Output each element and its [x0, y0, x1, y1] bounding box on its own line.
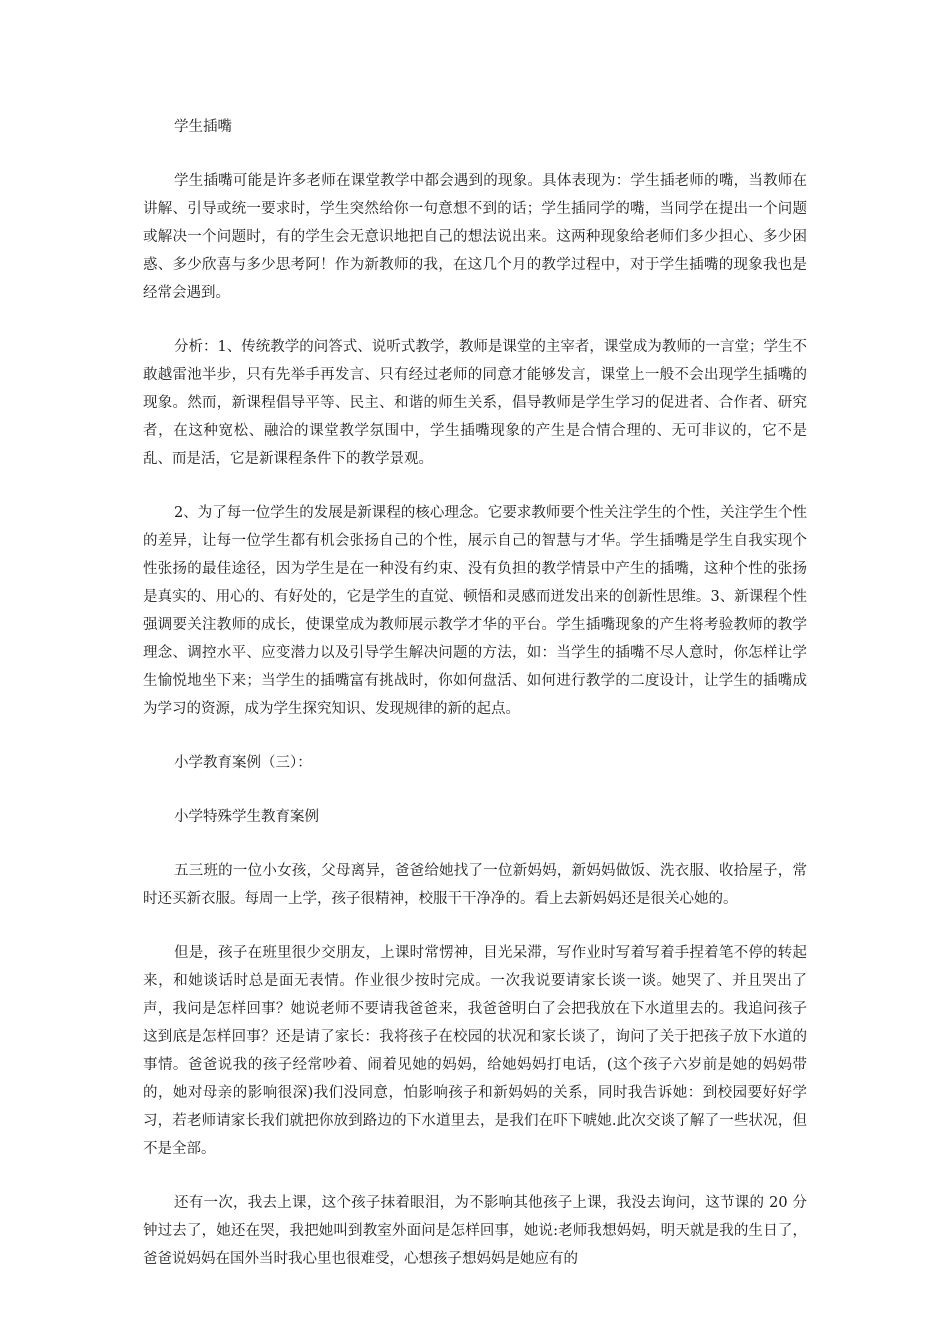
section-heading-case-three: 小学教育案例（三）： — [174, 755, 312, 771]
paragraph-analysis-1: 分析：1、传统教学的问答式、说听式教学，教师是课堂的主宰者，课堂成为教师的一言堂；学生不敢越雷池半步，只有先举手再发言、只有经过老师的同意才能够发言，课堂上一般不会出现学生插嘴的现象。然而，新课程倡导平等、民主、和谐的师生关系，倡导教师是学生学习的促进者、合作者、研究者，在这种宽松、融洽的课堂教学氛围中，学生插嘴现象的产生是合情合理的、无可非议的，它不是乱、而是活，它是新课程条件下的教学景观。 — [143, 339, 807, 467]
paragraph-case-another-time: 还有一次，我去上课，这个孩子抹着眼泪，为不影响其他孩子上课，我没去询问，这节课的 20 分钟过去了，她还在哭，我把她叫到教室外面问是怎样回事，她说:老师我想妈妈，明天就是我的生日了，爸爸说妈妈在国外当时我心里也很难受，心想孩子想妈妈是她应有的 — [143, 1195, 807, 1267]
paragraph-intro: 学生插嘴可能是许多老师在课堂教学中都会遇到的现象。具体表现为：学生插老师的嘴，当教师在讲解、引导或统一要求时，学生突然给你一句意想不到的话；学生插同学的嘴，当同学在提出一个问题或解决一个问题时，有的学生会无意识地把自己的想法说出来。这两种现象给老师们多少担心、多少困惑、多少欣喜与多少思考阿！作为新教师的我，在这几个月的教学过程中，对于学生插嘴的现象我也是经常会遇到。 — [143, 173, 807, 301]
paragraph-case-background: 五三班的一位小女孩，父母离异，爸爸给她找了一位新妈妈，新妈妈做饭、洗衣服、收拾屋子，常时还买新衣服。每周一上学，孩子很精神，校服干干净净的。看上去新妈妈还是很关心她的。 — [143, 863, 807, 907]
document-body — [143, 113, 807, 1299]
section-heading-student-interrupting: 学生插嘴 — [174, 119, 232, 135]
paragraph-case-behavior: 但是，孩子在班里很少交朋友，上课时常愣神，目光呆滞，写作业时写着写着手捏着笔不停的转起来，和她谈话时总是面无表情。作业很少按时完成。一次我说要请家长谈一谈。她哭了、并且哭出了声，我问是怎样回事？她说老师不要请我爸爸来，我爸爸明白了会把我放在下水道里去的。我追问孩子这到底是怎样回事？还是请了家长：我将孩子在校园的状况和家长谈了，询问了关于把孩子放下水道的事情。爸爸说我的孩子经常吵着、闹着见她的妈妈，给她妈妈打电话，(这个孩子六岁前是她的妈妈带的，她对母亲的影响很深)我们没同意，怕影响孩子和新妈妈的关系，同时我告诉她：到校园要好好学习，若老师请家长我们就把你放到路边的下水道里去，是我们在吓下唬她.此次交谈了解了一些状况，但不是全部。 — [143, 945, 807, 1157]
section-heading-special-student-case: 小学特殊学生教育案例 — [174, 809, 319, 825]
paragraph-analysis-2-3: 2、为了每一位学生的发展是新课程的核心理念。它要求教师要个性关注学生的个性，关注学生个性的差异，让每一位学生都有机会张扬自己的个性，展示自己的智慧与才华。学生插嘴是学生自我实现个性张扬的最佳途径，因为学生是在一种没有约束、没有负担的教学情景中产生的插嘴，这种个性的张扬是真实的、用心的、有好处的，它是学生的直觉、顿悟和灵感而迸发出来的创新性思维。3、新课程个性强调要关注教师的成长，使课堂成为教师展示教学才华的平台。学生插嘴现象的产生将考验教师的教学理念、调控水平、应变潜力以及引导学生解决问题的方法，如：当学生的插嘴不尽人意时，你怎样让学生愉悦地坐下来；当学生的插嘴富有挑战时，你如何盘活、如何进行教学的二度设计，让学生的插嘴成为学习的资源，成为学生探究知识、发现规律的新的起点。 — [143, 505, 807, 717]
